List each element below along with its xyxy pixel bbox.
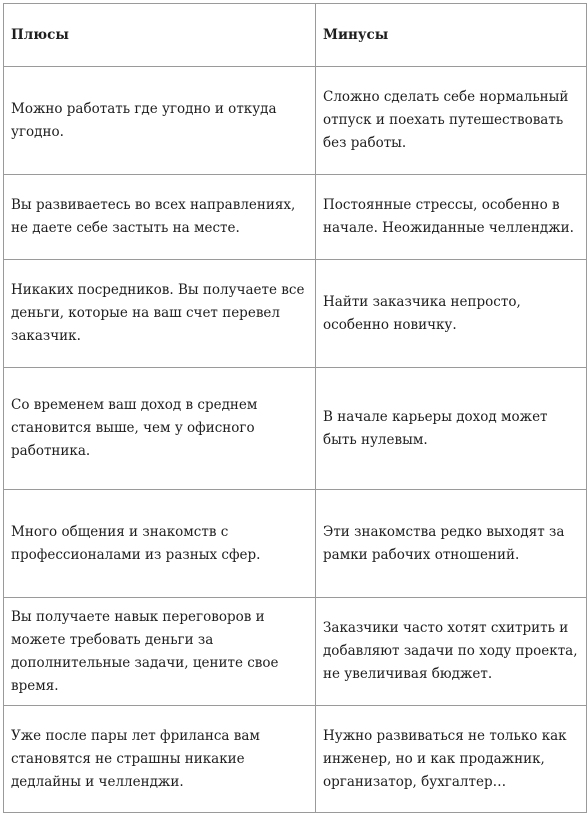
- pro-cell: Можно работать где угодно и откуда угодно.: [4, 67, 316, 175]
- table-row: [4, 260, 587, 368]
- cons-column-header: Минусы: [316, 4, 587, 67]
- table-header-row: [4, 4, 587, 67]
- table-row: [4, 67, 587, 175]
- pros-cons-table: [3, 3, 587, 813]
- pro-cell: Вы получаете навык переговоров и можете требовать деньги за дополнительные задачи, цените свое время.: [4, 598, 316, 706]
- pro-cell: Уже после пары лет фриланса вам становятся не страшны никакие дедлайны и челленджи.: [4, 706, 316, 813]
- pro-cell: Вы развиваетесь во всех направлениях, не даете себе застыть на месте.: [4, 175, 316, 260]
- pro-cell: Много общения и знакомств с профессионалами из разных сфер.: [4, 490, 316, 598]
- pros-column-header: Плюсы: [4, 4, 316, 67]
- con-cell: В начале карьеры доход может быть нулевым.: [316, 368, 587, 490]
- pro-cell: Никаких посредников. Вы получаете все деньги, которые на ваш счет перевел заказчик.: [4, 260, 316, 368]
- con-cell: Заказчики часто хотят схитрить и добавляют задачи по ходу проекта, не увеличивая бюджет.: [316, 598, 587, 706]
- table-row: [4, 368, 587, 490]
- con-cell: Эти знакомства редко выходят за рамки рабочих отношений.: [316, 490, 587, 598]
- con-cell: Нужно развиваться не только как инженер, но и как продажник, организатор, бухгалтер…: [316, 706, 587, 813]
- table-row: [4, 598, 587, 706]
- table-row: [4, 706, 587, 813]
- con-cell: Сложно сделать себе нормальный отпуск и поехать путешествовать без работы.: [316, 67, 587, 175]
- pro-cell: Со временем ваш доход в среднем становится выше, чем у офисного работника.: [4, 368, 316, 490]
- table-row: [4, 490, 587, 598]
- table-row: [4, 175, 587, 260]
- con-cell: Постоянные стрессы, особенно в начале. Неожиданные челленджи.: [316, 175, 587, 260]
- con-cell: Найти заказчика непросто, особенно новичку.: [316, 260, 587, 368]
